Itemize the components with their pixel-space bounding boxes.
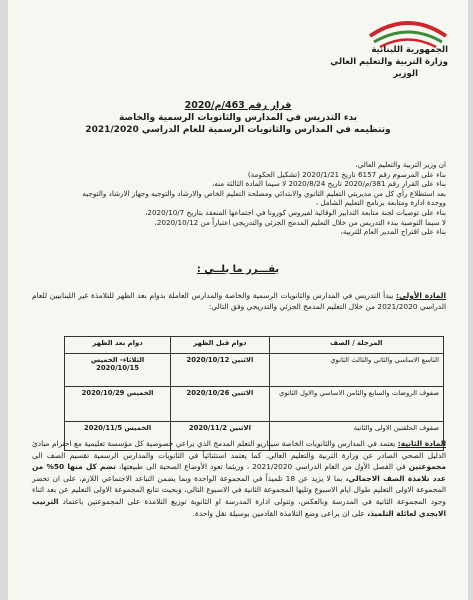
article-2-bold: تضم كل منها 50% من عدد تلامذة الصف الاجمالي، [32,462,446,483]
preamble-line: بناء على توصيات لجنة متابعة التدابير الوقائية لفيروس كورونا في اجتماعها المنعقد بتاريخ 2020/10/7، [145,207,446,217]
preamble-line: بناء على المرسوم رقم 6157 تاريخ 2020/1/21 (تشكيل الحكومة) [247,169,446,179]
table-row [65,354,444,387]
title-line-2: وتنظيمه في المدارس والثانويات الرسمية للعام الدراسي 2021/2020 [85,125,391,135]
table-row [65,387,444,422]
article-2-text: بما لا يزيد عن 18 تلميذاً في المجموعة الواحدة وبما يضمن التباعد الاجتماعي اللازم، على ان تحضر المجموعة الاولى التعليم طوال ايام الاسبوع وتليها المجموعة الثانية في الاسبوع التالي، وبحيث تتابع المجموعة الاولى التعليم عن بعد اثناء وجود المجموعة الثانية في المدرسة وبالعكس، وتتولى ادارة المدرسة او الثانوية توزيع التلامذة على المجموعتين باعتماد [32,473,446,506]
preamble-line: بعد استطلاع رأي كل من مديريتي التعليم الثانوي والابتدائي ومصلحة التعليم الخاص والارشاد والتوجيه وجهاز الارشاد والتوجيه [82,188,446,198]
article-2-text: يعتمد في المدارس والثانويات الخاصة سيناريو التعلم المدمج الذي يراعي خصوصية كل مؤسسة تعليمية مع احترام مبادئ الدليل الصحي الصادر عن وزارة التربية والتعليم العالي. كما يعتمد استثنائياً في الثانويات والمدارس الرسمية تقسيم الصف الى [32,439,446,460]
article-2-bold: مجموعتين [408,462,446,472]
preamble-line: لا سيما التوصية ببدء التدريس من خلال التعليم المدمج الجزئي والتدريجي اعتباراً من 2020/10/12، [154,217,446,227]
cell-afternoon: الثلاثاء- الخميس 2020/10/15 [65,354,171,387]
cell-stage: التاسع الاساسي والثاني والثالث الثانوي [269,354,443,387]
decision-number: قرار رقم 463/م/2020 [184,100,292,111]
letterhead [330,44,448,80]
article-1-text: يبدأ التدريس في المدارس والثانويات الرسمية والخاصة والمدارس العاملة بدوام بعد الظهر للتلامذة غير اللبنانيين للعام الدراسي 2021/2020 من خلال التعليم المدمج الجزئي والتدريجي وفق التالي: [32,291,446,312]
cell-stage: صفوف الروضات والسابع والثامن الاساسي والاول الثانوي [269,387,443,422]
article-1 [32,290,446,312]
article-2-text: في الفصل الأول من العام الدراسي 2021/2020 ، وريثما تعود الأوضاع الصحية الى طبيعتها، [118,462,406,472]
ministry-name: وزارة التربية والتعليم العالي [330,57,448,67]
cell-morning: الاثنين 2020/10/26 [171,387,270,422]
cell-afternoon: الخميس 2020/11/5 [65,422,171,451]
preamble [38,160,446,237]
article-2-bold: الترتيب الابجدي لعائلة التلميذ، [32,496,446,518]
header-afternoon: دوام بعد الظهر [65,337,171,354]
decision-title [38,100,438,136]
republic-name: الجمهورية اللبنانية [371,45,448,55]
preamble-line: ان وزير التربية والتعليم العالي، [355,160,446,169]
cell-afternoon: الخميس 2020/10/29 [65,387,171,422]
preamble-line: بناء على اقتراح المدير العام للتربية، [340,227,446,237]
preamble-line: ووحدة ادارة ومتابعة برنامج التعليم الشامل ، [315,198,446,208]
header-stage: المرحلة / الصف [269,337,443,354]
article-2 [32,438,446,519]
cell-morning: الاثنين 2020/10/12 [171,354,270,387]
header-morning: دوام قبل الظهر [171,337,270,354]
document-page [8,0,468,600]
article-2-label: المادة الثانية: [397,439,446,448]
cell-morning: الاثنين 2020/11/2 [171,422,270,451]
article-1-label: المادة الأولى: [396,291,446,300]
table-header-row [65,337,444,354]
decides-heading: يقـــرر ما يلــي : [196,264,280,275]
preamble-line: بناء على القرار رقم 381/م/2020 تاريخ 2020/8/24 لا سيما المادة الثالثة منه، [211,179,446,189]
title-line-1: بدء التدريس في المدارس والثانويات الرسمية والخاصة [118,113,358,123]
schedule-table [64,336,444,451]
cell-stage: صفوف الحلقتين الاولى والثانية [269,422,443,451]
minister-title: الوزير [393,69,418,79]
article-2-text: على ان يراعى وضع التلامذة القادمين بوسيلة نقل واحدة. [192,508,365,518]
